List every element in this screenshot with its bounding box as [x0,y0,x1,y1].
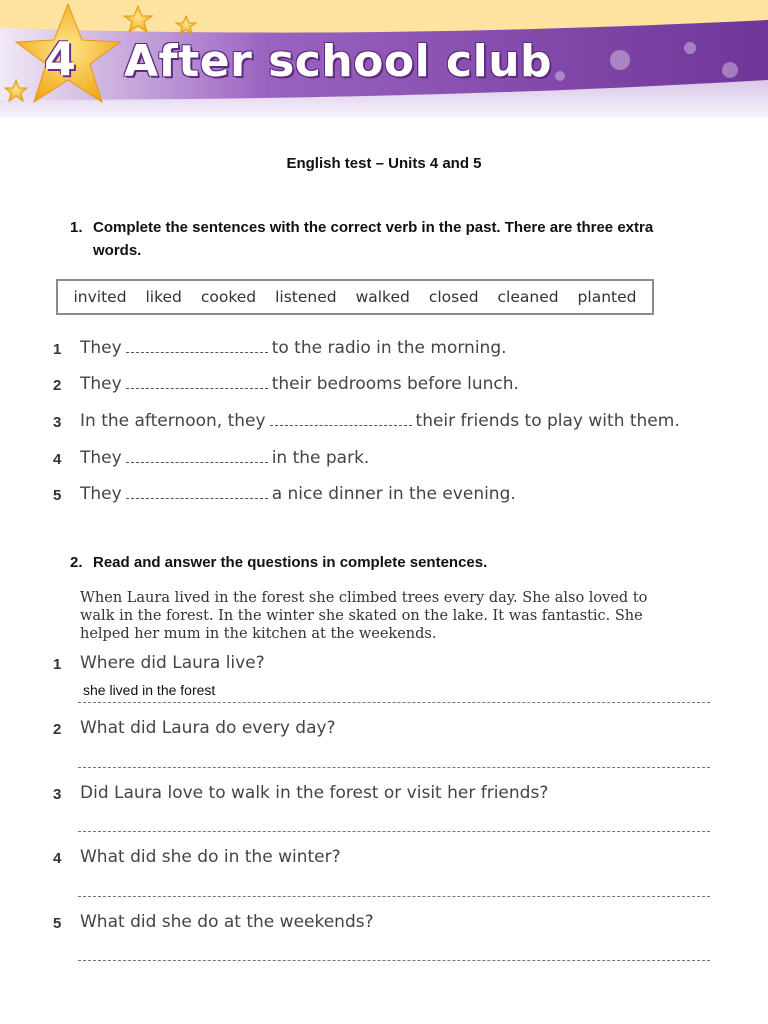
word-bank-item: walked [355,288,410,306]
reading-passage: When Laura lived in the forest she climbed trees every day. She also loved to walk in the forest. In the winter she skated on the lake. It was fantastic. She helped her mum in the kitchen at the weekends. [80,590,648,642]
question-text: Where did Laura live? [80,653,265,673]
answer-line[interactable] [78,702,710,703]
word-bank-item: closed [428,288,479,306]
sentence-number: 1 [53,341,62,358]
word-bank-item: cooked [200,288,257,306]
answer-line[interactable] [78,960,710,961]
answer-text[interactable]: she lived in the forest [83,682,216,698]
section-number: 1. [70,219,83,236]
word-bank-item: cleaned [497,288,559,306]
question-text: Did Laura love to walk in the forest or visit her friends? [80,783,549,803]
question-text: What did Laura do every day? [80,718,336,738]
section-1-instruction [70,216,700,262]
sentence-text: They their bedrooms before lunch. [80,374,519,394]
unit-banner [0,0,768,118]
sentence-text: They in the park. [80,448,370,468]
question-text: What did she do at the weekends? [80,912,374,932]
section-2-instruction [70,551,700,574]
word-bank-item: planted [577,288,637,306]
question-text: What did she do in the winter? [80,847,341,867]
unit-number: 4 [44,32,77,86]
question-number: 1 [53,656,62,673]
unit-title: After school club [124,36,553,87]
answer-line[interactable] [78,896,710,897]
sentence-text: In the afternoon, they their friends to play with them. [80,411,680,431]
sentence-number: 2 [53,377,62,394]
section-number: 2. [70,554,83,571]
instruction-text: Read and answer the questions in complete sentences. [93,554,488,571]
answer-blank[interactable] [270,413,412,426]
word-bank-item: listened [275,288,337,306]
answer-blank[interactable] [126,340,268,353]
word-bank [56,279,654,315]
question-number: 3 [53,786,62,803]
sentence-number: 5 [53,487,62,504]
instruction-text: Complete the sentences with the correct verb in the past. There are three extra words. [93,219,654,259]
sentence-text: They to the radio in the morning. [80,338,507,358]
question-number: 2 [53,721,62,738]
answer-blank[interactable] [126,486,268,499]
sentence-number: 4 [53,451,62,468]
answer-blank[interactable] [126,376,268,389]
word-bank-item: invited [73,288,127,306]
question-number: 4 [53,850,62,867]
page-title: English test – Units 4 and 5 [286,155,482,172]
answer-line[interactable] [78,831,710,832]
word-bank-item: liked [145,288,182,306]
question-number: 5 [53,915,62,932]
sentence-number: 3 [53,414,62,431]
answer-line[interactable] [78,767,710,768]
answer-blank[interactable] [126,450,268,463]
sentence-text: They a nice dinner in the evening. [80,484,516,504]
